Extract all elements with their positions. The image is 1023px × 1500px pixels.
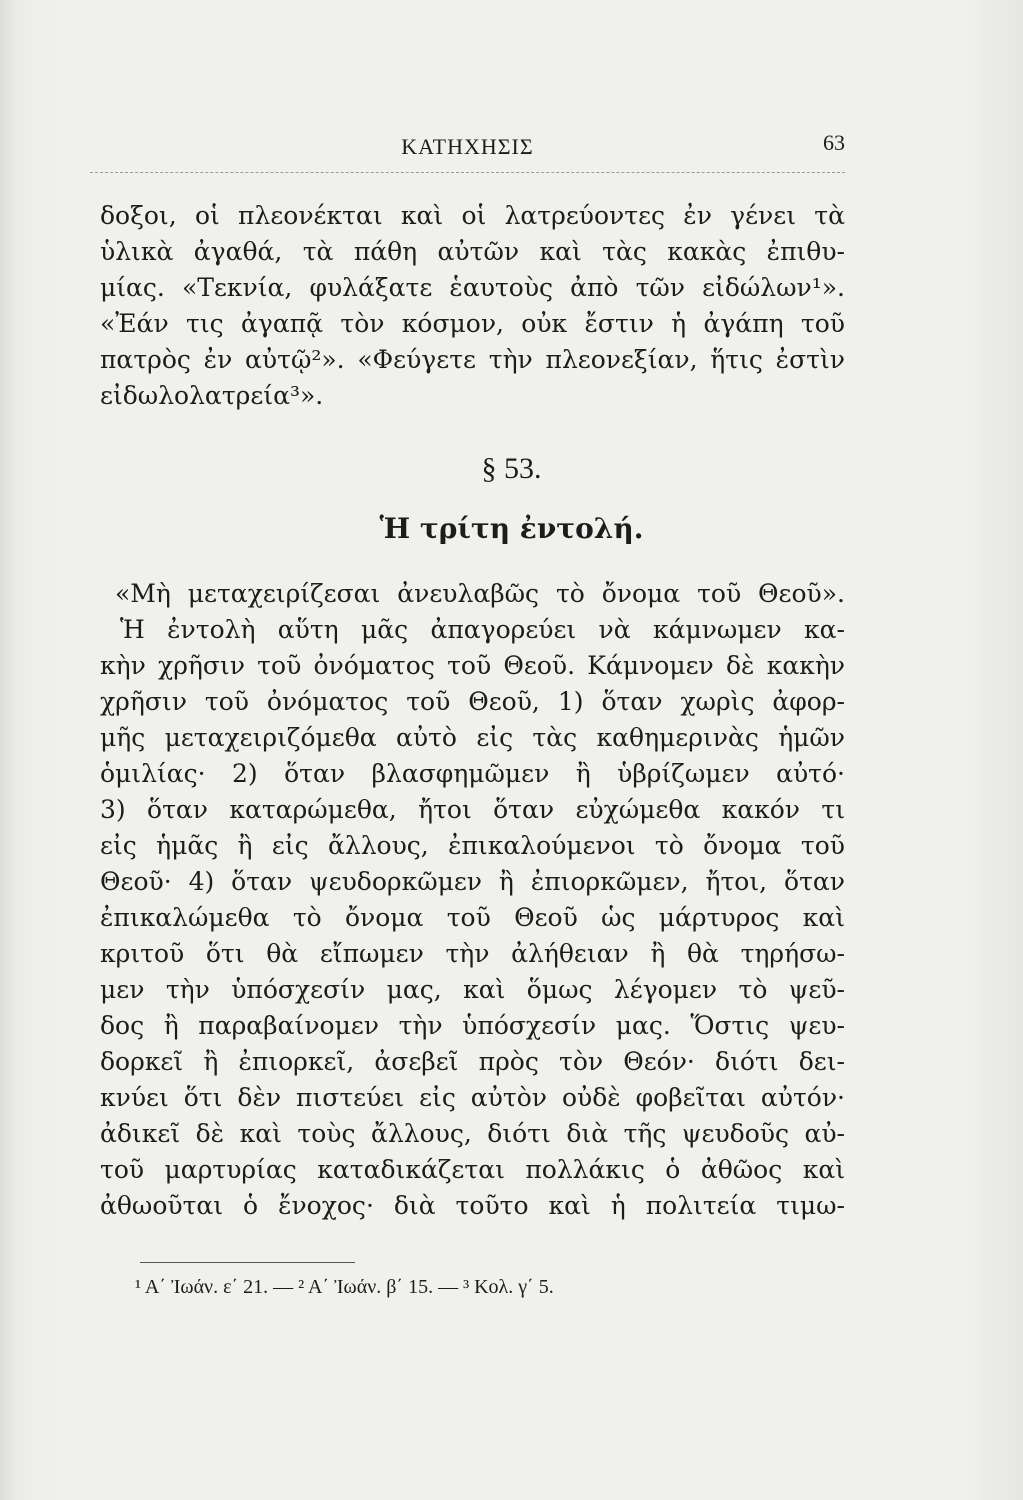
footnote-rule: [140, 1262, 355, 1263]
text-line: τοῦ μαρτυρίας καταδικάζεται πολλάκις ὁ ἀθῶος καὶ: [100, 1155, 845, 1184]
footnote: ¹ Α΄ Ἰωάν. ε΄ 21. — ² Α΄ Ἰωάν. β΄ 15. — ³ Κολ. γ΄ 5.: [135, 1276, 554, 1298]
page-header: [90, 128, 845, 168]
page-number: 63: [823, 130, 845, 155]
text-line: δοξοι, οἱ πλεονέκται καὶ οἱ λατρεύοντες ἐν γένει τὰ: [100, 201, 845, 230]
text-line: Θεοῦ· 4) ὅταν ψευδορκῶμεν ἢ ἐπιορκῶμεν, ἤτοι, ὅταν: [100, 867, 845, 896]
text-line: δορκεῖ ἢ ἐπιορκεῖ, ἀσεβεῖ πρὸς τὸν Θεόν· διότι δει-: [100, 1047, 845, 1076]
text-line: «Ἐάν τις ἀγαπᾷ τὸν κόσμον, οὐκ ἔστιν ἡ ἀγάπη τοῦ: [100, 309, 845, 338]
text-line: κνύει ὅτι δὲν πιστεύει εἰς αὐτὸν οὐδὲ φοβεῖται αὐτόν·: [100, 1083, 845, 1112]
text-line: εἰδωλολατρεία³».: [100, 381, 324, 410]
text-line: ἐπικαλώμεθα τὸ ὄνομα τοῦ Θεοῦ ὡς μάρτυρος καὶ: [100, 903, 845, 932]
text-line: «Μὴ μεταχειρίζεσαι ἀνευλαβῶς τὸ ὄνομα τοῦ Θεοῦ».: [115, 579, 845, 608]
text-line: ὁμιλίας· 2) ὅταν βλασφημῶμεν ἢ ὑβρίζωμεν αὐτό·: [100, 759, 845, 788]
text-line: εἰς ἡμᾶς ἢ εἰς ἄλλους, ἐπικαλούμενοι τὸ ὄνομα τοῦ: [100, 831, 845, 860]
section-number: § 53.: [481, 452, 542, 485]
running-title: ΚΑΤΗΧΗΣΙΣ: [401, 134, 534, 159]
section-heading: Ἡ τρίτη ἐντολή.: [379, 512, 644, 545]
text-line: μίας. «Τεκνία, φυλάξατε ἑαυτοὺς ἀπὸ τῶν εἰδώλων¹».: [100, 273, 845, 302]
text-line: κριτοῦ ὅτι θὰ εἴπωμεν τὴν ἀλήθειαν ἢ θὰ τηρήσω-: [100, 939, 845, 968]
text-line: δος ἢ παραβαίνομεν τὴν ὑπόσχεσίν μας. Ὅστις ψευ-: [100, 1011, 845, 1040]
text-line: μῆς μεταχειριζόμεθα αὐτὸ εἰς τὰς καθημερινὰς ἡμῶν: [100, 723, 845, 752]
text-line: χρῆσιν τοῦ ὀνόματος τοῦ Θεοῦ, 1) ὅταν χωρὶς ἀφορ-: [100, 687, 845, 716]
text-line: 3) ὅταν καταρώμεθα, ἤτοι ὅταν εὐχώμεθα κακόν τι: [100, 795, 845, 824]
text-line: Ἡ ἐντολὴ αὕτη μᾶς ἀπαγορεύει νὰ κάμνωμεν κα-: [120, 615, 845, 644]
text-line: ἀδικεῖ δὲ καὶ τοὺς ἄλλους, διότι διὰ τῆς ψευδοῦς αὐ-: [100, 1119, 845, 1148]
text-line: ὑλικὰ ἀγαθά, τὰ πάθη αὐτῶν καὶ τὰς κακὰς ἐπιθυ-: [100, 237, 845, 266]
text-line: ἀθωοῦται ὁ ἔνοχος· διὰ τοῦτο καὶ ἡ πολιτεία τιμω-: [100, 1191, 845, 1220]
header-rule: [90, 172, 845, 173]
text-line: μεν τὴν ὑπόσχεσίν μας, καὶ ὅμως λέγομεν τὸ ψεῦ-: [100, 975, 845, 1004]
text-line: πατρὸς ἐν αὐτῷ²». «Φεύγετε τὴν πλεονεξίαν, ἥτις ἐστὶν: [100, 345, 845, 374]
text-line: κὴν χρῆσιν τοῦ ὀνόματος τοῦ Θεοῦ. Κάμνομεν δὲ κακὴν: [100, 651, 845, 680]
